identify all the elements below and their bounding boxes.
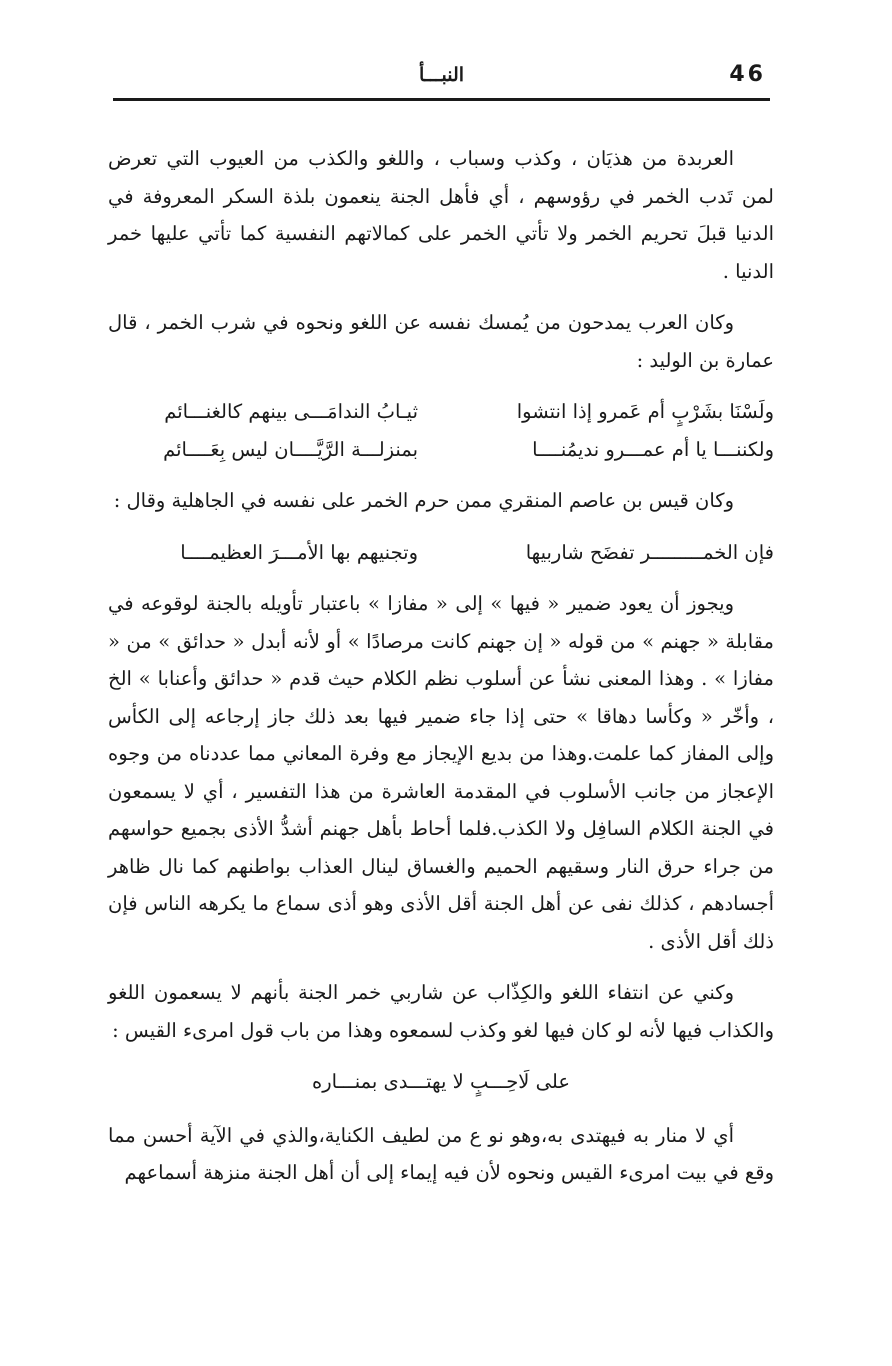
running-title: النبـــأ: [418, 64, 465, 86]
verse-first-hemistich: فإن الخمـــــــــر تفضَح شاربيها: [525, 540, 774, 564]
verse-line: [108, 534, 774, 572]
paragraph-5: وكني عن انتفاء اللغو والكِذّاب عن شاربي خمر الجنة بأنهم لا يسعمون اللغو والكذاب فيها لأنه لو كان فيها لغو وكذب لسمعوه وهذا من باب قول امرىء القيس :: [108, 981, 774, 1042]
page-body: [108, 140, 774, 1206]
verse-second-hemistich: وتجنيهم بها الأمـــرَ العظيمــــا: [180, 540, 418, 564]
paragraph-3: وكان قيس بن عاصم المنقري ممن حرم الخمر على نفسه في الجاهلية وقال :: [113, 489, 734, 512]
verse-second-hemistich: ثيـابُ الندامَـــى بينهم كالغنـــائم: [164, 400, 418, 423]
verse-first-hemistich: ولَسْنَا بشَرْبٍ أم عَمرو إذا انتشوا: [516, 400, 774, 423]
poem-qays: [108, 534, 774, 572]
page-header: [113, 58, 770, 101]
page-number: 46: [729, 62, 766, 87]
poem-ammara: [108, 393, 774, 468]
paragraph-2: وكان العرب يمدحون من يُمسك نفسه عن اللغو ونحوه في شرب الخمر ، قال عمارة بن الوليد :: [108, 311, 774, 372]
verse-line: [108, 393, 774, 431]
verse-line: [108, 431, 774, 469]
paragraph-1: العربدة من هذيَان ، وكذب وسباب ، واللغو والكذب من العيوب التي تعرض لمن تَدب الخمر في رؤوسهم ، أي فأهل الجنة ينعمون بلذة السكر المعروفة في الدنيا قبلَ تحريم الخمر ولا تأتي الخمر على كمالاتهم النفسية كما تأتي عليها خمر الدنيا .: [108, 147, 774, 283]
paragraph-6: أي لا منار به فيهتدى به،وهو نو ع من لطيف الكناية،والذي في الآية أحسن مما وقع في بيت امرىء القيس ونحوه لأن فيه إيماء إلى أن أهل الجنة منزهة أسماعهم: [108, 1123, 774, 1184]
verse-first-hemistich: ولكننـــا يا أم عمـــرو نديمُنــــا: [532, 437, 774, 461]
verse-second-hemistich: بمنزلـــة الرَّيَّــــان ليس بِعَــــائم: [163, 437, 418, 461]
paragraph-4: ويجوز أن يعود ضمير « فيها » إلى « مفازا » باعتبار تأويله بالجنة لوقوعه في مقابلة « جهنم » من قوله « إن جهنم كانت مرصادًا » أو لأنه أبدل « حدائق » من « مفازا » . وهذا المعنى نشأ عن أسلوب نظم الكلام حيث قدم « حدائق وأعنابا » الخ ، وأخّر « وكأسا دهاقا » حتى إذا جاء ضمير فيها بعد ذلك جاز إرجاعه إلى الكأس وإلى المفاز كما علمت.وهذا من بديع الإيجاز مع وفرة المعاني مما عددناه من وجوه الإعجاز من جانب الأسلوب في المقدمة العاشرة من هذا التفسير ، أي لا يسمعون في الجنة الكلام السافِل ولا الكذب.فلما أحاط بأهل جهنم أشدُّ الأذى بجميع حواسهم من جراء حرق النار وسقيهم الحميم والغساق لينال العذاب بواطنهم كما نال ظاهر أجسادهم ، كذلك نفى عن أهل الجنة أقل الأذى وهو أذى سماع ما يكرهه الناس فإن ذلك أقل الأذى .: [108, 592, 774, 953]
verse-imru-al-qays: على لَاحِـــبٍ لا يهتـــدى بمنـــاره: [312, 1070, 570, 1093]
